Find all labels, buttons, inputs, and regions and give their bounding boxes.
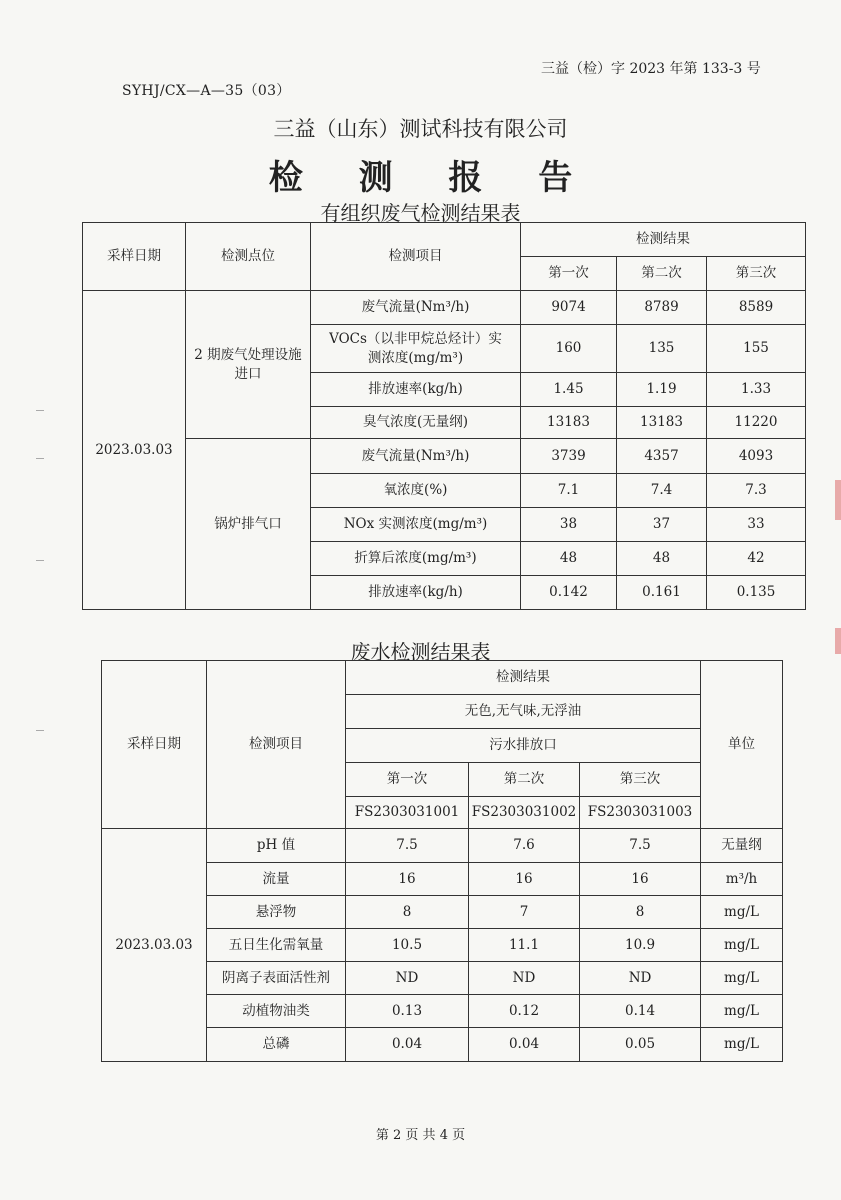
header-unit: 单位 [701, 661, 783, 829]
header-run-3: 第三次 [580, 763, 701, 797]
scan-mark [36, 410, 44, 411]
monitoring-point: 2 期废气处理设施进口 [186, 291, 311, 439]
result-value: 155 [707, 325, 806, 373]
scan-mark [36, 730, 44, 731]
stamp-edge-mark [835, 480, 841, 520]
stamp-edge-mark [835, 628, 841, 654]
result-value: 16 [346, 863, 469, 896]
test-item: 流量 [207, 863, 346, 896]
scan-mark [36, 458, 44, 459]
test-item: NOx 实测浓度(mg/m³) [311, 508, 521, 542]
test-item: 折算后浓度(mg/m³) [311, 542, 521, 576]
result-value: 0.04 [346, 1028, 469, 1062]
test-item: pH 值 [207, 829, 346, 863]
form-code: SYHJ/CX—A—35（03） [122, 83, 291, 99]
result-value: 1.45 [521, 373, 617, 407]
unit: m³/h [701, 863, 783, 896]
gas-results-table [82, 222, 806, 610]
result-value: 7.6 [469, 829, 580, 863]
test-item: 总磷 [207, 1028, 346, 1062]
company-name: 三益（山东）测试科技有限公司 [273, 117, 568, 141]
test-item: 悬浮物 [207, 896, 346, 929]
test-item: 五日生化需氧量 [207, 929, 346, 962]
sample-id: FS2303031003 [580, 797, 701, 829]
result-value: 8 [346, 896, 469, 929]
sampling-date: 2023.03.03 [102, 829, 207, 1062]
unit: 无量纲 [701, 829, 783, 863]
header-test-item: 检测项目 [207, 661, 346, 829]
result-value: 7.5 [346, 829, 469, 863]
result-value: 7.4 [617, 474, 707, 508]
result-value: 42 [707, 542, 806, 576]
header-sampling-date: 采样日期 [102, 661, 207, 829]
scan-mark [36, 560, 44, 561]
gas-table-caption: 有组织废气检测结果表 [320, 201, 521, 225]
result-value: 8589 [707, 291, 806, 325]
result-value: ND [346, 962, 469, 995]
sample-appearance: 无色,无气味,无浮油 [346, 695, 701, 729]
result-value: 48 [617, 542, 707, 576]
report-title: 检 测 报 告 [268, 158, 595, 198]
header-sampling-date: 采样日期 [83, 223, 186, 291]
header-test-item: 检测项目 [311, 223, 521, 291]
result-value: 0.13 [346, 995, 469, 1028]
result-value: 160 [521, 325, 617, 373]
header-run-2: 第二次 [617, 257, 707, 291]
sampling-location: 污水排放口 [346, 729, 701, 763]
test-item: 氧浓度(%) [311, 474, 521, 508]
result-value: 13183 [521, 407, 617, 439]
water-results-table [101, 660, 783, 1062]
header-run-1: 第一次 [346, 763, 469, 797]
result-value: 9074 [521, 291, 617, 325]
result-value: 7 [469, 896, 580, 929]
report-reference-number: 三益（检）字 2023 年第 133-3 号 [541, 61, 761, 77]
result-value: 7.5 [580, 829, 701, 863]
result-value: ND [469, 962, 580, 995]
test-item: 臭气浓度(无量纲) [311, 407, 521, 439]
result-value: 1.19 [617, 373, 707, 407]
test-item: 阴离子表面活性剂 [207, 962, 346, 995]
unit: mg/L [701, 962, 783, 995]
result-value: 16 [469, 863, 580, 896]
result-value: 0.14 [580, 995, 701, 1028]
result-value: 11.1 [469, 929, 580, 962]
monitoring-point: 锅炉排气口 [186, 439, 311, 610]
result-value: 7.3 [707, 474, 806, 508]
header-test-results: 检测结果 [521, 223, 806, 257]
result-value: ND [580, 962, 701, 995]
header-test-results: 检测结果 [346, 661, 701, 695]
table-row [102, 829, 783, 863]
result-value: 4357 [617, 439, 707, 474]
result-value: 0.12 [469, 995, 580, 1028]
water-table-caption: 废水检测结果表 [350, 640, 491, 664]
header-run-2: 第二次 [469, 763, 580, 797]
unit: mg/L [701, 995, 783, 1028]
page-number: 第 2 页 共 4 页 [375, 1128, 466, 1143]
test-item: 排放速率(kg/h) [311, 576, 521, 610]
test-item: 废气流量(Nm³/h) [311, 291, 521, 325]
result-value: 3739 [521, 439, 617, 474]
result-value: 16 [580, 863, 701, 896]
result-value: 0.161 [617, 576, 707, 610]
result-value: 11220 [707, 407, 806, 439]
result-value: 0.135 [707, 576, 806, 610]
result-value: 8789 [617, 291, 707, 325]
table-row [83, 439, 806, 474]
result-value: 48 [521, 542, 617, 576]
sampling-date: 2023.03.03 [83, 291, 186, 610]
result-value: 10.9 [580, 929, 701, 962]
table-row [83, 291, 806, 325]
unit: mg/L [701, 896, 783, 929]
result-value: 33 [707, 508, 806, 542]
test-item: VOCs（以非甲烷总烃计）实测浓度(mg/m³) [311, 325, 521, 373]
result-value: 0.05 [580, 1028, 701, 1062]
header-monitoring-point: 检测点位 [186, 223, 311, 291]
unit: mg/L [701, 1028, 783, 1062]
result-value: 4093 [707, 439, 806, 474]
test-item: 废气流量(Nm³/h) [311, 439, 521, 474]
unit: mg/L [701, 929, 783, 962]
header-run-1: 第一次 [521, 257, 617, 291]
result-value: 38 [521, 508, 617, 542]
header-run-3: 第三次 [707, 257, 806, 291]
result-value: 13183 [617, 407, 707, 439]
sample-id: FS2303031002 [469, 797, 580, 829]
result-value: 10.5 [346, 929, 469, 962]
test-item: 动植物油类 [207, 995, 346, 1028]
result-value: 135 [617, 325, 707, 373]
result-value: 37 [617, 508, 707, 542]
result-value: 0.04 [469, 1028, 580, 1062]
sample-id: FS2303031001 [346, 797, 469, 829]
result-value: 1.33 [707, 373, 806, 407]
test-item: 排放速率(kg/h) [311, 373, 521, 407]
result-value: 8 [580, 896, 701, 929]
result-value: 7.1 [521, 474, 617, 508]
result-value: 0.142 [521, 576, 617, 610]
